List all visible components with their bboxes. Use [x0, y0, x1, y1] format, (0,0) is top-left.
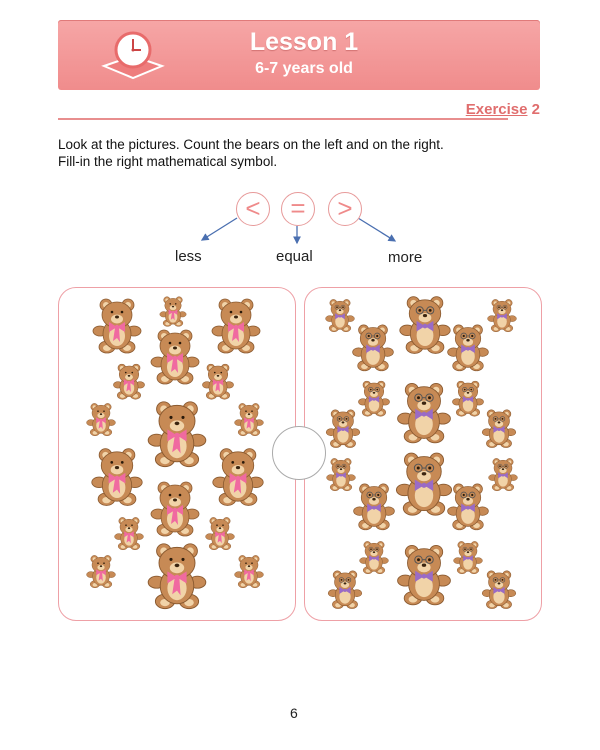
teddy-bear-icon	[398, 383, 451, 442]
teddy-bear-icon	[400, 297, 450, 354]
teddy-bear-icon	[202, 364, 233, 399]
lesson-title: Lesson 1	[249, 28, 359, 56]
less-label: less	[175, 248, 202, 265]
more-symbol: >	[328, 192, 362, 226]
teddy-bear-icon	[454, 541, 483, 573]
teddy-bear-icon	[452, 381, 483, 416]
equal-symbol: =	[281, 192, 315, 226]
teddy-bear-icon	[206, 517, 235, 549]
teddy-bear-icon	[398, 545, 451, 604]
teddy-bear-icon	[151, 330, 199, 384]
teddy-bear-icon	[115, 517, 144, 549]
teddy-bear-icon	[354, 484, 395, 530]
equal-label: equal	[276, 248, 313, 265]
teddy-bear-icon	[326, 410, 360, 448]
exercise-number: 2	[531, 101, 540, 118]
teddy-bear-icon	[235, 555, 264, 587]
instruction-line-1: Look at the pictures. Count the bears on the left and on the right.	[58, 137, 444, 152]
less-symbol: <	[236, 192, 270, 226]
lesson-subtitle: 6-7 years old	[255, 60, 353, 77]
teddy-bear-icon	[482, 410, 516, 448]
teddy-bear-icon	[113, 364, 144, 399]
teddy-bear-icon	[148, 544, 206, 609]
teddy-bear-icon	[358, 381, 389, 416]
teddy-bear-icon	[482, 571, 516, 609]
teddy-bear-icon	[92, 449, 142, 506]
teddy-bear-icon	[213, 449, 263, 506]
teddy-bear-icon	[488, 299, 517, 331]
teddy-bear-icon	[93, 299, 141, 353]
teddy-bear-icon	[151, 482, 199, 536]
answer-circle[interactable]	[272, 426, 326, 480]
teddy-bear-icon	[160, 297, 186, 327]
teddy-bear-icon	[148, 402, 206, 467]
teddy-bear-icon	[360, 541, 389, 573]
teddy-bear-icon	[235, 403, 264, 435]
more-label: more	[388, 249, 423, 266]
instruction-line-2: Fill-in the right mathematical symbol.	[58, 154, 278, 169]
teddy-bear-icon	[448, 484, 489, 530]
teddy-bear-icon	[212, 299, 260, 353]
exercise-word: Exercise	[465, 101, 528, 118]
teddy-bear-icon	[87, 555, 116, 587]
teddy-bear-icon	[328, 571, 362, 609]
teddy-bear-icon	[448, 325, 489, 371]
teddy-bear-icon	[489, 458, 518, 490]
teddy-bear-icon	[327, 458, 356, 490]
teddy-bear-icon	[396, 453, 451, 515]
page-number: 6	[290, 705, 298, 721]
teddy-bear-icon	[87, 403, 116, 435]
teddy-bear-icon	[326, 299, 355, 331]
teddy-bear-icon	[353, 325, 394, 371]
